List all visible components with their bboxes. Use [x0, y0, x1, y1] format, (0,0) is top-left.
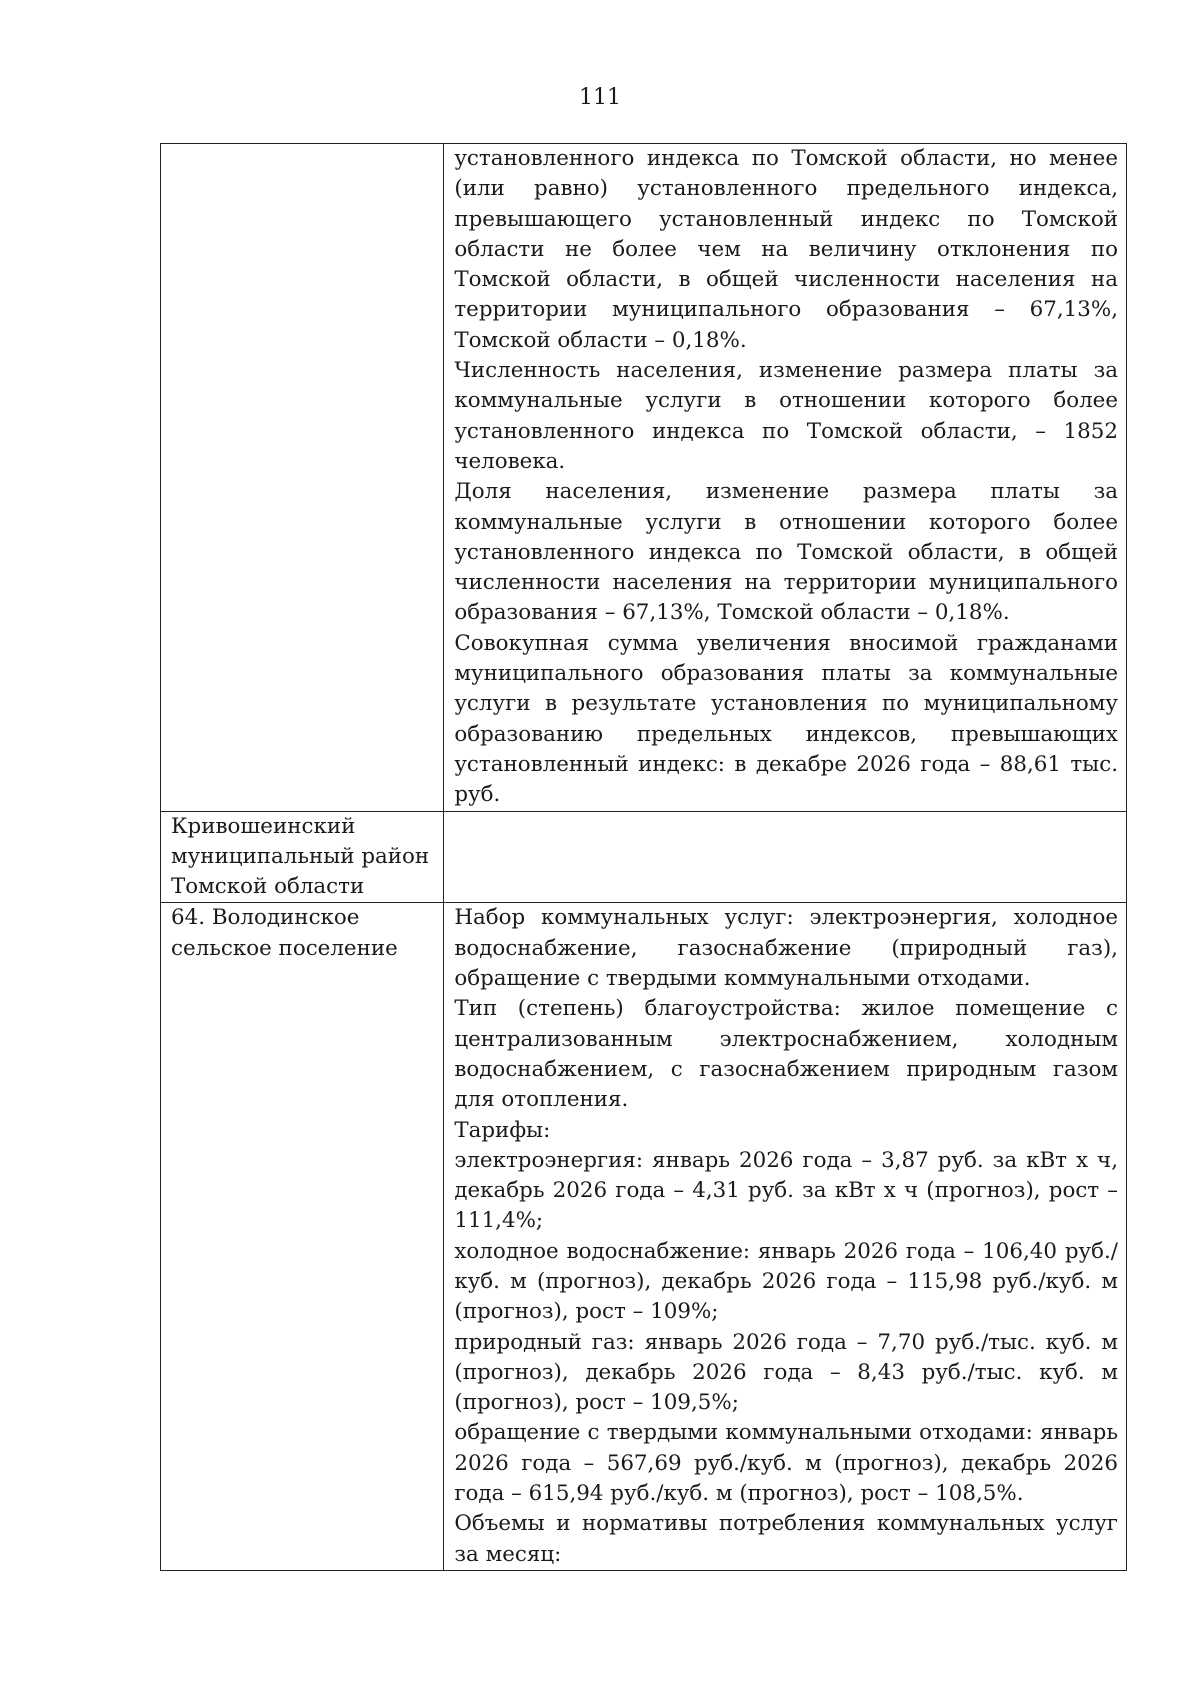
row-1-name-cell — [161, 144, 444, 812]
row-3-description-cell — [444, 903, 1127, 1571]
paragraph: Доля населения, изменение размера платы за коммунальные услуги в отношении которого более установленного индекса по Томской области, в общей численности населения на территории муниципального образования – 67,13%, Томской области – 0,18%. — [454, 479, 1118, 626]
row-3-name-cell — [161, 903, 444, 1571]
table-row — [161, 903, 1127, 1571]
page-number: 111 — [579, 85, 621, 110]
paragraph: Тарифы: — [454, 1117, 551, 1143]
row-2-name-cell — [161, 811, 444, 903]
paragraph: Совокупная сумма увеличения вносимой гражданами муниципального образования платы за коммунальные услуги в результате установления по муниципальному образованию предельных индексов, превышающих установленный индекс: в декабре 2026 года – 88,61 тыс. руб. — [454, 630, 1118, 808]
row-1-description-cell — [444, 144, 1127, 812]
table-row — [161, 811, 1127, 903]
paragraph: установленного индекса по Томской области, но менее (или равно) установленного предельного индекса, превышающего установленный индекс по Томской области не более чем на величину отклонения по Томской области, в общей численности населения на территории муниципального образования – 67,13%, Томской области – 0,18%. — [454, 146, 1118, 353]
settlement-name: 64. Володинское сельское поселение — [171, 905, 398, 961]
paragraph: Набор коммунальных услуг: электроэнергия, холодное водоснабжение, газоснабжение (природный газ), обращение с твердыми коммунальными отходами. — [454, 905, 1118, 992]
paragraph: Объемы и нормативы потребления коммунальных услуг за месяц: — [454, 1511, 1118, 1567]
district-name: Кривошеинский муниципальный район Томской области — [171, 813, 430, 900]
table-row — [161, 144, 1127, 812]
paragraph: Тип (степень) благоустройства: жилое помещение с централизованным электроснабжением, холодным водоснабжением, с газоснабжением природным газом для отопления. — [454, 996, 1118, 1113]
paragraph: обращение с твердыми коммунальными отходами: январь 2026 года – 567,69 руб./куб. м (прогноз), декабрь 2026 года – 615,94 руб./куб. м (прогноз), рост – 108,5%. — [454, 1420, 1118, 1507]
document-table — [160, 143, 1127, 1571]
row-2-description-cell — [444, 811, 1127, 903]
paragraph: природный газ: январь 2026 года – 7,70 руб./тыс. куб. м (прогноз), декабрь 2026 года – 8,43 руб./тыс. куб. м (прогноз), рост – 109,5%; — [454, 1329, 1118, 1416]
paragraph: холодное водоснабжение: январь 2026 года – 106,40 руб./куб. м (прогноз), декабрь 2026 года – 115,98 руб./куб. м (прогноз), рост – 109%; — [454, 1238, 1118, 1325]
paragraph: Численность населения, изменение размера платы за коммунальные услуги в отношении которого более установленного индекса по Томской области, – 1852 человека. — [454, 358, 1118, 474]
paragraph: электроэнергия: январь 2026 года – 3,87 руб. за кВт х ч, декабрь 2026 года – 4,31 руб. за кВт х ч (прогноз), рост – 111,4%; — [454, 1147, 1118, 1234]
